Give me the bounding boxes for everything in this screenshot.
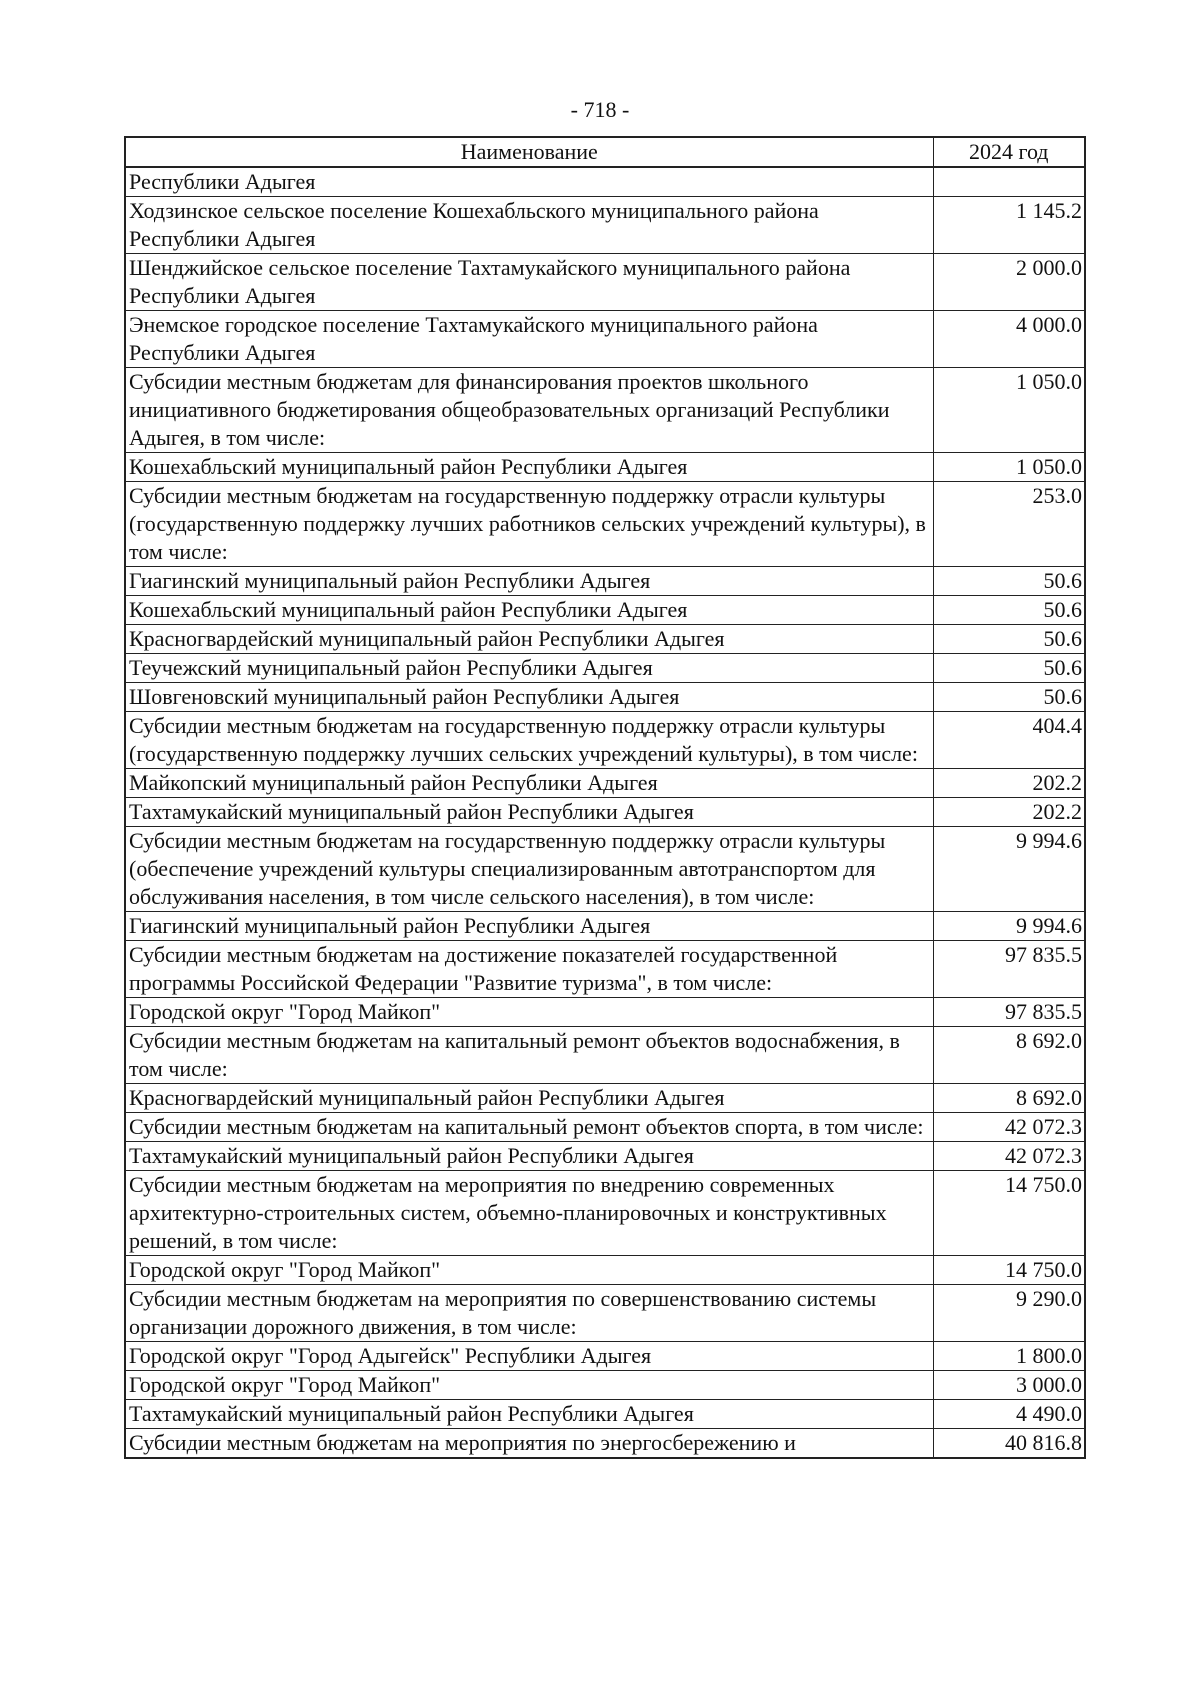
row-name: Республики Адыгея [125, 167, 933, 197]
row-value: 202.2 [933, 798, 1085, 827]
row-value: 97 835.5 [933, 998, 1085, 1027]
row-name: Красногвардейский муниципальный район Республики Адыгея [125, 1084, 933, 1113]
row-name: Субсидии местным бюджетам на государственную поддержку отрасли культуры (обеспечение учреждений культуры специализированным автотранспортом для обслуживания населения, в том числе сельского населения), в том числе: [125, 827, 933, 912]
row-name: Субсидии местным бюджетам для финансирования проектов школьного инициативного бюджетирования общеобразовательных организаций Республики Адыгея, в том числе: [125, 368, 933, 453]
row-value: 50.6 [933, 567, 1085, 596]
table-row [125, 1342, 1085, 1371]
row-value: 404.4 [933, 712, 1085, 769]
table-row [125, 1171, 1085, 1256]
row-name: Красногвардейский муниципальный район Республики Адыгея [125, 625, 933, 654]
table-row [125, 567, 1085, 596]
row-value: 50.6 [933, 625, 1085, 654]
row-name: Субсидии местным бюджетам на капитальный ремонт объектов водоснабжения, в том числе: [125, 1027, 933, 1084]
table-header-row [125, 137, 1085, 167]
row-value: 9 994.6 [933, 912, 1085, 941]
row-value: 14 750.0 [933, 1171, 1085, 1256]
table-row [125, 453, 1085, 482]
row-name: Субсидии местным бюджетам на государственную поддержку отрасли культуры (государственную поддержку лучших работников сельских учреждений культуры), в том числе: [125, 482, 933, 567]
row-value: 50.6 [933, 596, 1085, 625]
table-row [125, 1256, 1085, 1285]
row-value: 1 800.0 [933, 1342, 1085, 1371]
row-value: 253.0 [933, 482, 1085, 567]
table-row [125, 254, 1085, 311]
table-row [125, 1027, 1085, 1084]
row-name: Шовгеновский муниципальный район Республики Адыгея [125, 683, 933, 712]
table-row [125, 625, 1085, 654]
row-name: Тахтамукайский муниципальный район Республики Адыгея [125, 1400, 933, 1429]
budget-table [124, 136, 1086, 1459]
row-name: Субсидии местным бюджетам на мероприятия по внедрению современных архитектурно-строительных систем, объемно-планировочных и конструктивных решений, в том числе: [125, 1171, 933, 1256]
table-row [125, 712, 1085, 769]
table-body [125, 167, 1085, 1458]
row-value: 1 050.0 [933, 368, 1085, 453]
row-name: Гиагинский муниципальный район Республики Адыгея [125, 912, 933, 941]
row-value: 1 145.2 [933, 197, 1085, 254]
table-row [125, 1429, 1085, 1459]
row-value: 3 000.0 [933, 1371, 1085, 1400]
table-row [125, 912, 1085, 941]
table-row [125, 1371, 1085, 1400]
table-row [125, 197, 1085, 254]
row-name: Энемское городское поселение Тахтамукайского муниципального района Республики Адыгея [125, 311, 933, 368]
table-row [125, 798, 1085, 827]
row-name: Кошехабльский муниципальный район Республики Адыгея [125, 596, 933, 625]
row-name: Гиагинский муниципальный район Республики Адыгея [125, 567, 933, 596]
row-name: Шенджийское сельское поселение Тахтамукайского муниципального района Республики Адыгея [125, 254, 933, 311]
row-value: 4 000.0 [933, 311, 1085, 368]
table-row [125, 654, 1085, 683]
row-value: 9 994.6 [933, 827, 1085, 912]
row-name: Городской округ "Город Майкоп" [125, 998, 933, 1027]
row-name: Субсидии местным бюджетам на государственную поддержку отрасли культуры (государственную поддержку лучших сельских учреждений культуры), в том числе: [125, 712, 933, 769]
row-value: 202.2 [933, 769, 1085, 798]
row-value: 14 750.0 [933, 1256, 1085, 1285]
row-value [933, 167, 1085, 197]
table-row [125, 1142, 1085, 1171]
row-value: 4 490.0 [933, 1400, 1085, 1429]
row-value: 97 835.5 [933, 941, 1085, 998]
row-value: 8 692.0 [933, 1027, 1085, 1084]
table-row [125, 827, 1085, 912]
row-value: 1 050.0 [933, 453, 1085, 482]
row-name: Городской округ "Город Адыгейск" Республики Адыгея [125, 1342, 933, 1371]
table-row [125, 311, 1085, 368]
row-name: Теучежский муниципальный район Республики Адыгея [125, 654, 933, 683]
table-row [125, 769, 1085, 798]
table-row [125, 683, 1085, 712]
table-row [125, 1400, 1085, 1429]
table-row [125, 941, 1085, 998]
row-value: 40 816.8 [933, 1429, 1085, 1459]
row-value: 50.6 [933, 683, 1085, 712]
row-name: Кошехабльский муниципальный район Республики Адыгея [125, 453, 933, 482]
row-name: Тахтамукайский муниципальный район Республики Адыгея [125, 798, 933, 827]
row-value: 42 072.3 [933, 1142, 1085, 1171]
table-row [125, 482, 1085, 567]
row-value: 9 290.0 [933, 1285, 1085, 1342]
row-name: Субсидии местным бюджетам на капитальный ремонт объектов спорта, в том числе: [125, 1113, 933, 1142]
page-number: - 718 - [570, 97, 630, 122]
row-name: Субсидии местным бюджетам на мероприятия по энергосбережению и [125, 1429, 933, 1459]
row-value: 2 000.0 [933, 254, 1085, 311]
row-value: 50.6 [933, 654, 1085, 683]
row-name: Тахтамукайский муниципальный район Республики Адыгея [125, 1142, 933, 1171]
row-name: Субсидии местным бюджетам на достижение показателей государственной программы Российской Федерации "Развитие туризма", в том числе: [125, 941, 933, 998]
table-row [125, 998, 1085, 1027]
table-row [125, 1084, 1085, 1113]
row-name: Ходзинское сельское поселение Кошехабльского муниципального района Республики Адыгея [125, 197, 933, 254]
table-row [125, 368, 1085, 453]
table-row [125, 1285, 1085, 1342]
row-value: 8 692.0 [933, 1084, 1085, 1113]
table-row [125, 167, 1085, 197]
row-name: Городской округ "Город Майкоп" [125, 1371, 933, 1400]
row-name: Субсидии местным бюджетам на мероприятия по совершенствованию системы организации дорожного движения, в том числе: [125, 1285, 933, 1342]
row-value: 42 072.3 [933, 1113, 1085, 1142]
budget-table-container [124, 136, 1084, 1459]
table-row [125, 596, 1085, 625]
row-name: Городской округ "Город Майкоп" [125, 1256, 933, 1285]
row-name: Майкопский муниципальный район Республики Адыгея [125, 769, 933, 798]
table-row [125, 1113, 1085, 1142]
header-name: Наименование [125, 137, 933, 167]
header-year: 2024 год [933, 137, 1085, 167]
